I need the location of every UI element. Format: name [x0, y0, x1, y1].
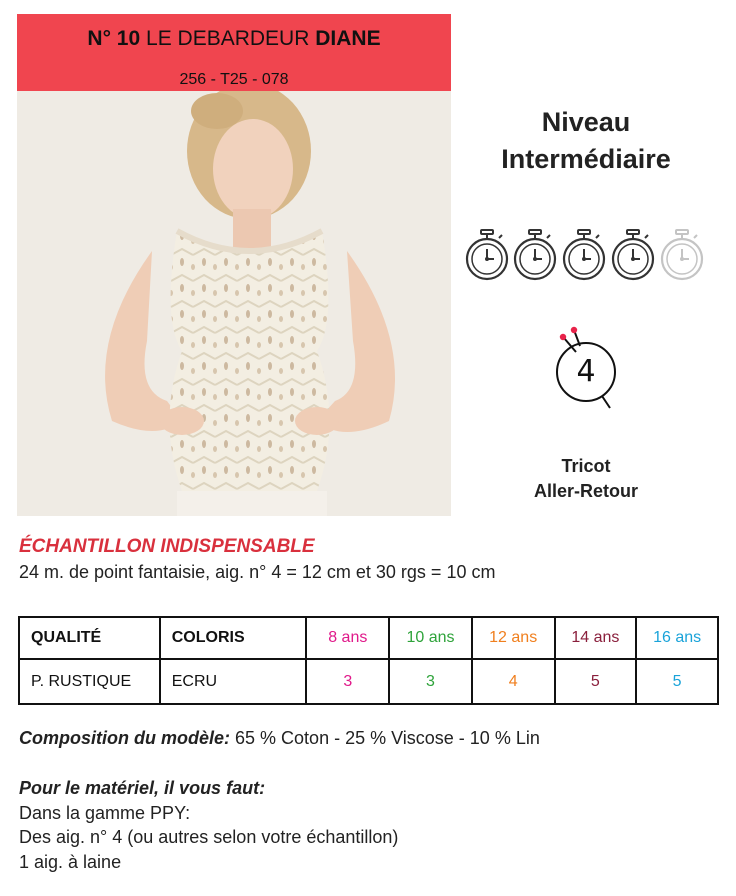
- pattern-number: N° 10: [87, 27, 141, 50]
- pattern-title: [17, 27, 451, 51]
- pattern-reference: 256 - T25 - 078: [179, 71, 289, 88]
- difficulty-rating: [464, 229, 714, 281]
- qty-size-10: 3: [389, 659, 472, 704]
- qty-size-16: 5: [636, 659, 718, 704]
- needle-size-value: 4: [576, 354, 596, 389]
- table-row: [19, 659, 718, 704]
- model-photo: [17, 91, 451, 516]
- level-value: Intermédiaire: [501, 144, 671, 174]
- material-line: Des aig. n° 4 (ou autres selon votre échantillon): [19, 827, 399, 847]
- difficulty-level: [470, 104, 702, 178]
- level-label: Niveau: [541, 107, 631, 137]
- sample-text: 24 m. de point fantaisie, aig. n° 4 = 12 cm et 30 rgs = 10 cm: [19, 562, 496, 582]
- qty-size-14: 5: [555, 659, 637, 704]
- technique: [470, 454, 702, 504]
- stopwatch-icon: [464, 229, 510, 281]
- header-color: COLORIS: [160, 617, 307, 659]
- qty-size-12: 4: [472, 659, 555, 704]
- quality-value: P. RUSTIQUE: [19, 659, 160, 704]
- header-size-10: 10 ans: [389, 617, 472, 659]
- material-line: Dans la gamme PPY:: [19, 803, 191, 823]
- technique-type: Tricot: [561, 456, 611, 476]
- header-size-14: 14 ans: [555, 617, 637, 659]
- composition-value: 65 % Coton - 25 % Viscose - 10 % Lin: [235, 728, 540, 748]
- pattern-header: [17, 14, 451, 91]
- table-header-row: [19, 617, 718, 659]
- sample-title: ÉCHANTILLON INDISPENSABLE: [19, 536, 315, 557]
- header-size-8: 8 ans: [306, 617, 389, 659]
- color-value: ECRU: [160, 659, 307, 704]
- quantity-table: [18, 616, 719, 705]
- technique-method: Aller-Retour: [533, 481, 638, 501]
- header-quality: QUALITÉ: [19, 617, 160, 659]
- header-size-12: 12 ans: [472, 617, 555, 659]
- stopwatch-icon: [610, 229, 656, 281]
- stopwatch-outline-icon: [659, 229, 705, 281]
- header-size-16: 16 ans: [636, 617, 718, 659]
- qty-size-8: 3: [306, 659, 389, 704]
- needle-size-badge: [550, 326, 624, 410]
- composition-label: Composition du modèle:: [19, 728, 230, 748]
- material-title: Pour le matériel, il vous faut:: [19, 778, 266, 798]
- stopwatch-icon: [561, 229, 607, 281]
- stopwatch-icon: [512, 229, 558, 281]
- pattern-model-name: DIANE: [315, 27, 381, 50]
- pattern-name: LE DEBARDEUR: [146, 27, 310, 50]
- material-line: 1 aig. à laine: [19, 852, 122, 872]
- composition: [19, 728, 540, 749]
